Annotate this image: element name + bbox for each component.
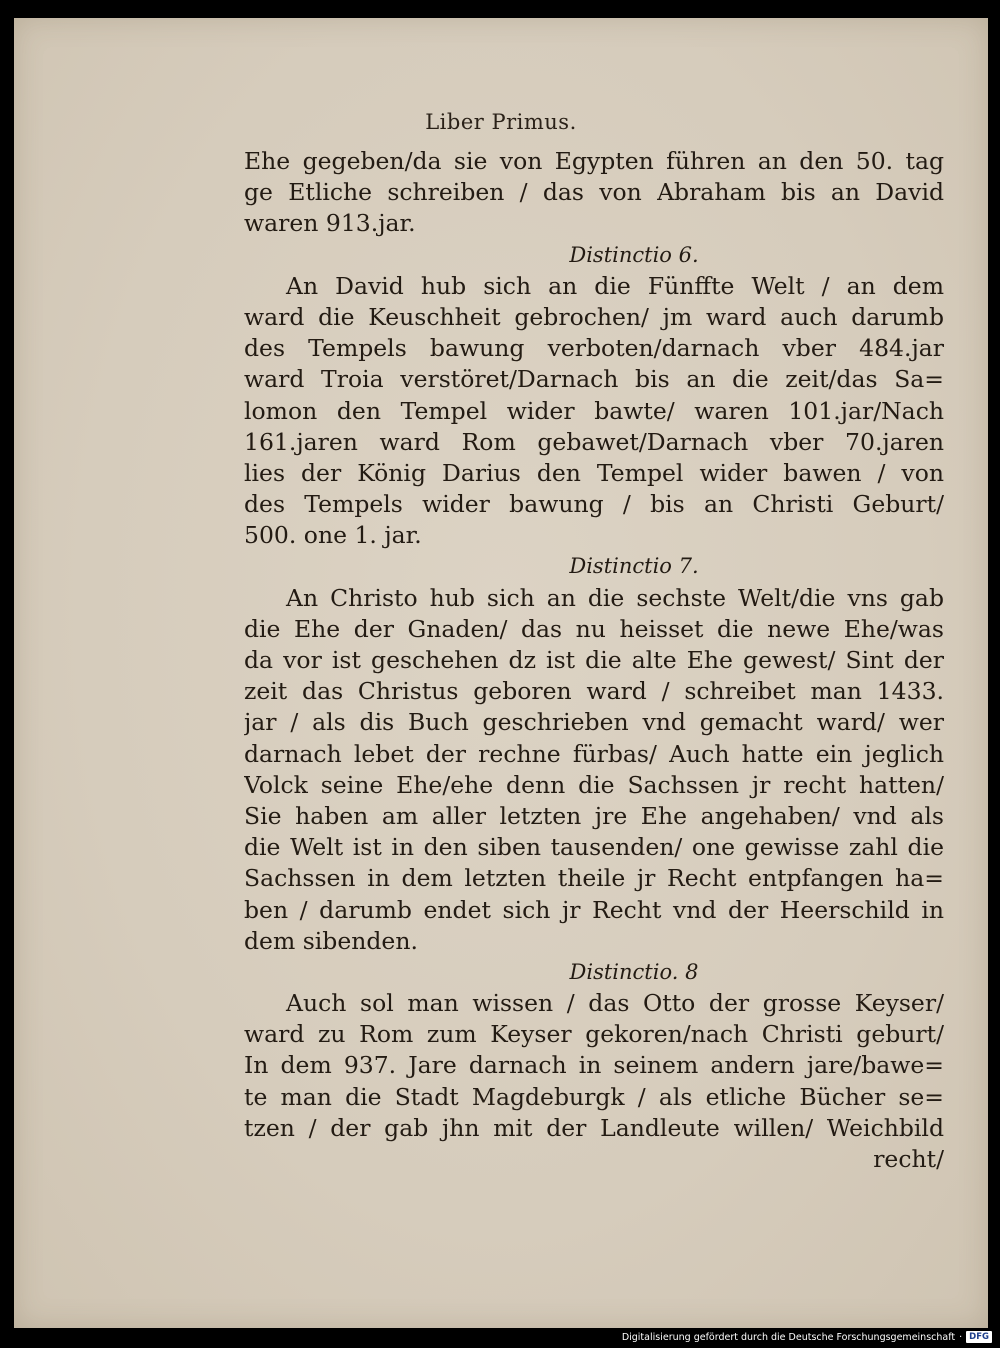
text-line: lies der König Darius den Tempel wider bawen / von bbox=[244, 458, 944, 487]
text-line: 161.jaren ward Rom gebawet/Darnach vber 70.jaren bbox=[244, 427, 944, 456]
body-text bbox=[244, 146, 944, 1175]
text-line: des Tempels wider bawung / bis an Christi Geburt/ bbox=[244, 490, 944, 519]
section-heading: Distinctio 6. bbox=[569, 242, 699, 267]
dfg-logo: DFG bbox=[966, 1331, 992, 1343]
text-line: An David hub sich an die Fünffte Welt / an dem bbox=[286, 271, 944, 300]
text-line: zeit das Christus geboren ward / schreibet man 1433. bbox=[244, 677, 944, 706]
text-line: ben / darumb endet sich jr Recht vnd der Heerschild in bbox=[244, 895, 944, 924]
text-line: jar / als dis Buch geschrieben vnd gemacht ward/ wer bbox=[244, 708, 944, 737]
page-header: Liber Primus. bbox=[425, 110, 577, 134]
text-line: Sachssen in dem letzten theile jr Recht entpfangen ha= bbox=[244, 864, 944, 893]
text-line: ge Etliche schreiben / das von Abraham bis an David bbox=[244, 178, 944, 207]
text-line: des Tempels bawung verboten/darnach vber 484.jar bbox=[244, 334, 944, 363]
text-line: die Welt ist in den siben tausenden/ one gewisse zahl die bbox=[244, 833, 944, 862]
text-line: ward Troia verstöret/Darnach bis an die zeit/das Sa= bbox=[244, 365, 944, 394]
text-line: In dem 937. Jare darnach in seinem andern jare/bawe= bbox=[244, 1051, 944, 1080]
text-line: da vor ist geschehen dz ist die alte Ehe gewest/ Sint der bbox=[244, 646, 944, 674]
text-line: lomon den Tempel wider bawte/ waren 101.jar/Nach bbox=[244, 396, 944, 425]
text-line: ward zu Rom zum Keyser gekoren/nach Christi geburt/ bbox=[244, 1020, 944, 1049]
text-line: darnach lebet der rechne fürbas/ Auch hatte ein jeglich bbox=[244, 739, 944, 768]
text-line: die Ehe der Gnaden/ das nu heisset die newe Ehe/was bbox=[244, 614, 944, 643]
text-line: waren 913.jar. bbox=[244, 209, 416, 238]
text-line: Volck seine Ehe/ehe denn die Sachssen jr recht hatten/ bbox=[244, 770, 944, 799]
text-line: te man die Stadt Magdeburgk / als etliche Bücher se= bbox=[244, 1082, 944, 1111]
digitization-credit: Digitalisierung gefördert durch die Deutsche Forschungsgemeinschaft · DFG bbox=[622, 1330, 992, 1344]
text-line: recht/ bbox=[873, 1145, 944, 1173]
section-heading: Distinctio. 8 bbox=[569, 959, 699, 984]
text-line: tzen / der gab jhn mit der Landleute willen/ Weichbild bbox=[244, 1113, 944, 1142]
credit-text: Digitalisierung gefördert durch die Deutsche Forschungsgemeinschaft bbox=[621, 1331, 956, 1343]
text-line: Auch sol man wissen / das Otto der grosse Keyser/ bbox=[286, 989, 944, 1018]
text-line: ward die Keuschheit gebrochen/ jm ward auch darumb bbox=[244, 302, 944, 331]
text-line: 500. one 1. jar. bbox=[244, 521, 422, 550]
section-heading: Distinctio 7. bbox=[569, 554, 699, 579]
text-line: Ehe gegeben/da sie von Egypten führen an den 50. tag bbox=[244, 147, 944, 175]
text-line: dem sibenden. bbox=[244, 926, 418, 955]
text-line: An Christo hub sich an die sechste Welt/die vns gab bbox=[286, 583, 944, 612]
scanned-page bbox=[14, 18, 988, 1328]
text-line: Sie haben am aller letzten jre Ehe angehaben/ vnd als bbox=[244, 801, 944, 830]
